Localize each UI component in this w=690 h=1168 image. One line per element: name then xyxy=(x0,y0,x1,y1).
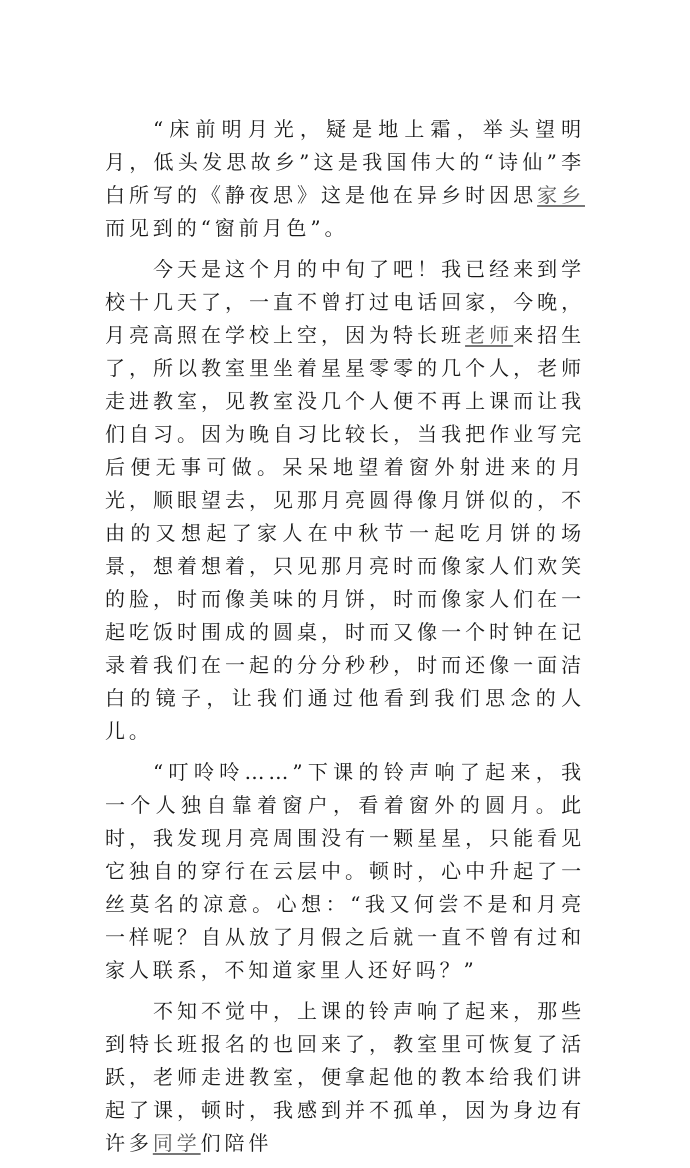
paragraph-3 xyxy=(105,756,585,987)
text-segment: 不知不觉中，上课的铃声响了起来，那些到特长班报名的也回来了，教室里可恢复了活跃，老师走进教室，便拿起他的教本给我们讲起了课，顿时，我感到并不孤单，因为身边有许多 xyxy=(105,999,585,1155)
link-jiaxiang[interactable]: 家乡 xyxy=(537,183,585,207)
paragraph-4 xyxy=(105,995,585,1160)
text-segment: 来招生了，所以教室里坐着星星零零的几个人，老师走进教室，见教室没几个人便不再上课而让我们自习。因为晚自习比较长，当我把作业写完后便无事可做。呆呆地望着窗外射进来的月光，顺眼望去，见那月亮圆得像月饼似的，不由的又想起了家人在中秋节一起吃月饼的场景，想着想着，只见那月亮时而像家人们欢笑的脸，时而像美味的月饼，时而像家人们在一起吃饭时围成的圆桌，时而又像一个时钟在记录着我们在一起的分分秒秒，时而还像一面洁白的镜子，让我们通过他看到我们思念的人儿。 xyxy=(105,323,586,743)
text-segment: 们陪伴 xyxy=(200,1131,273,1155)
text-segment: 今天是这个月的中旬了吧！我已经来到学校十几天了，一直不曾打过电话回家，今晚，月亮高照在学校上空，因为特长班 xyxy=(105,257,585,347)
paragraph-1 xyxy=(105,113,585,245)
paragraph-2 xyxy=(105,253,585,748)
link-tongxue[interactable]: 同学 xyxy=(152,1131,201,1155)
link-laoshi[interactable]: 老师 xyxy=(465,323,514,347)
document-page xyxy=(105,113,585,1168)
text-segment: 而见到的“窗前月色”。 xyxy=(105,216,349,240)
text-segment: “叮呤呤……”下课的铃声响了起来，我一个人独自靠着窗户，看着窗外的圆月。此时，我发现月亮周围没有一颗星星，只能看见它独自的穿行在云层中。顿时，心中升起了一丝莫名的凉意。心想：“我又何尝不是和月亮一样呢？自从放了月假之后就一直不曾有过和家人联系，不知道家里人还好吗？” xyxy=(105,760,585,982)
text-segment: “床前明月光，疑是地上霜，举头望明月，低头发思故乡”这是我国伟大的“诗仙”李白所写的《静夜思》这是他在异乡时因思 xyxy=(105,117,585,207)
